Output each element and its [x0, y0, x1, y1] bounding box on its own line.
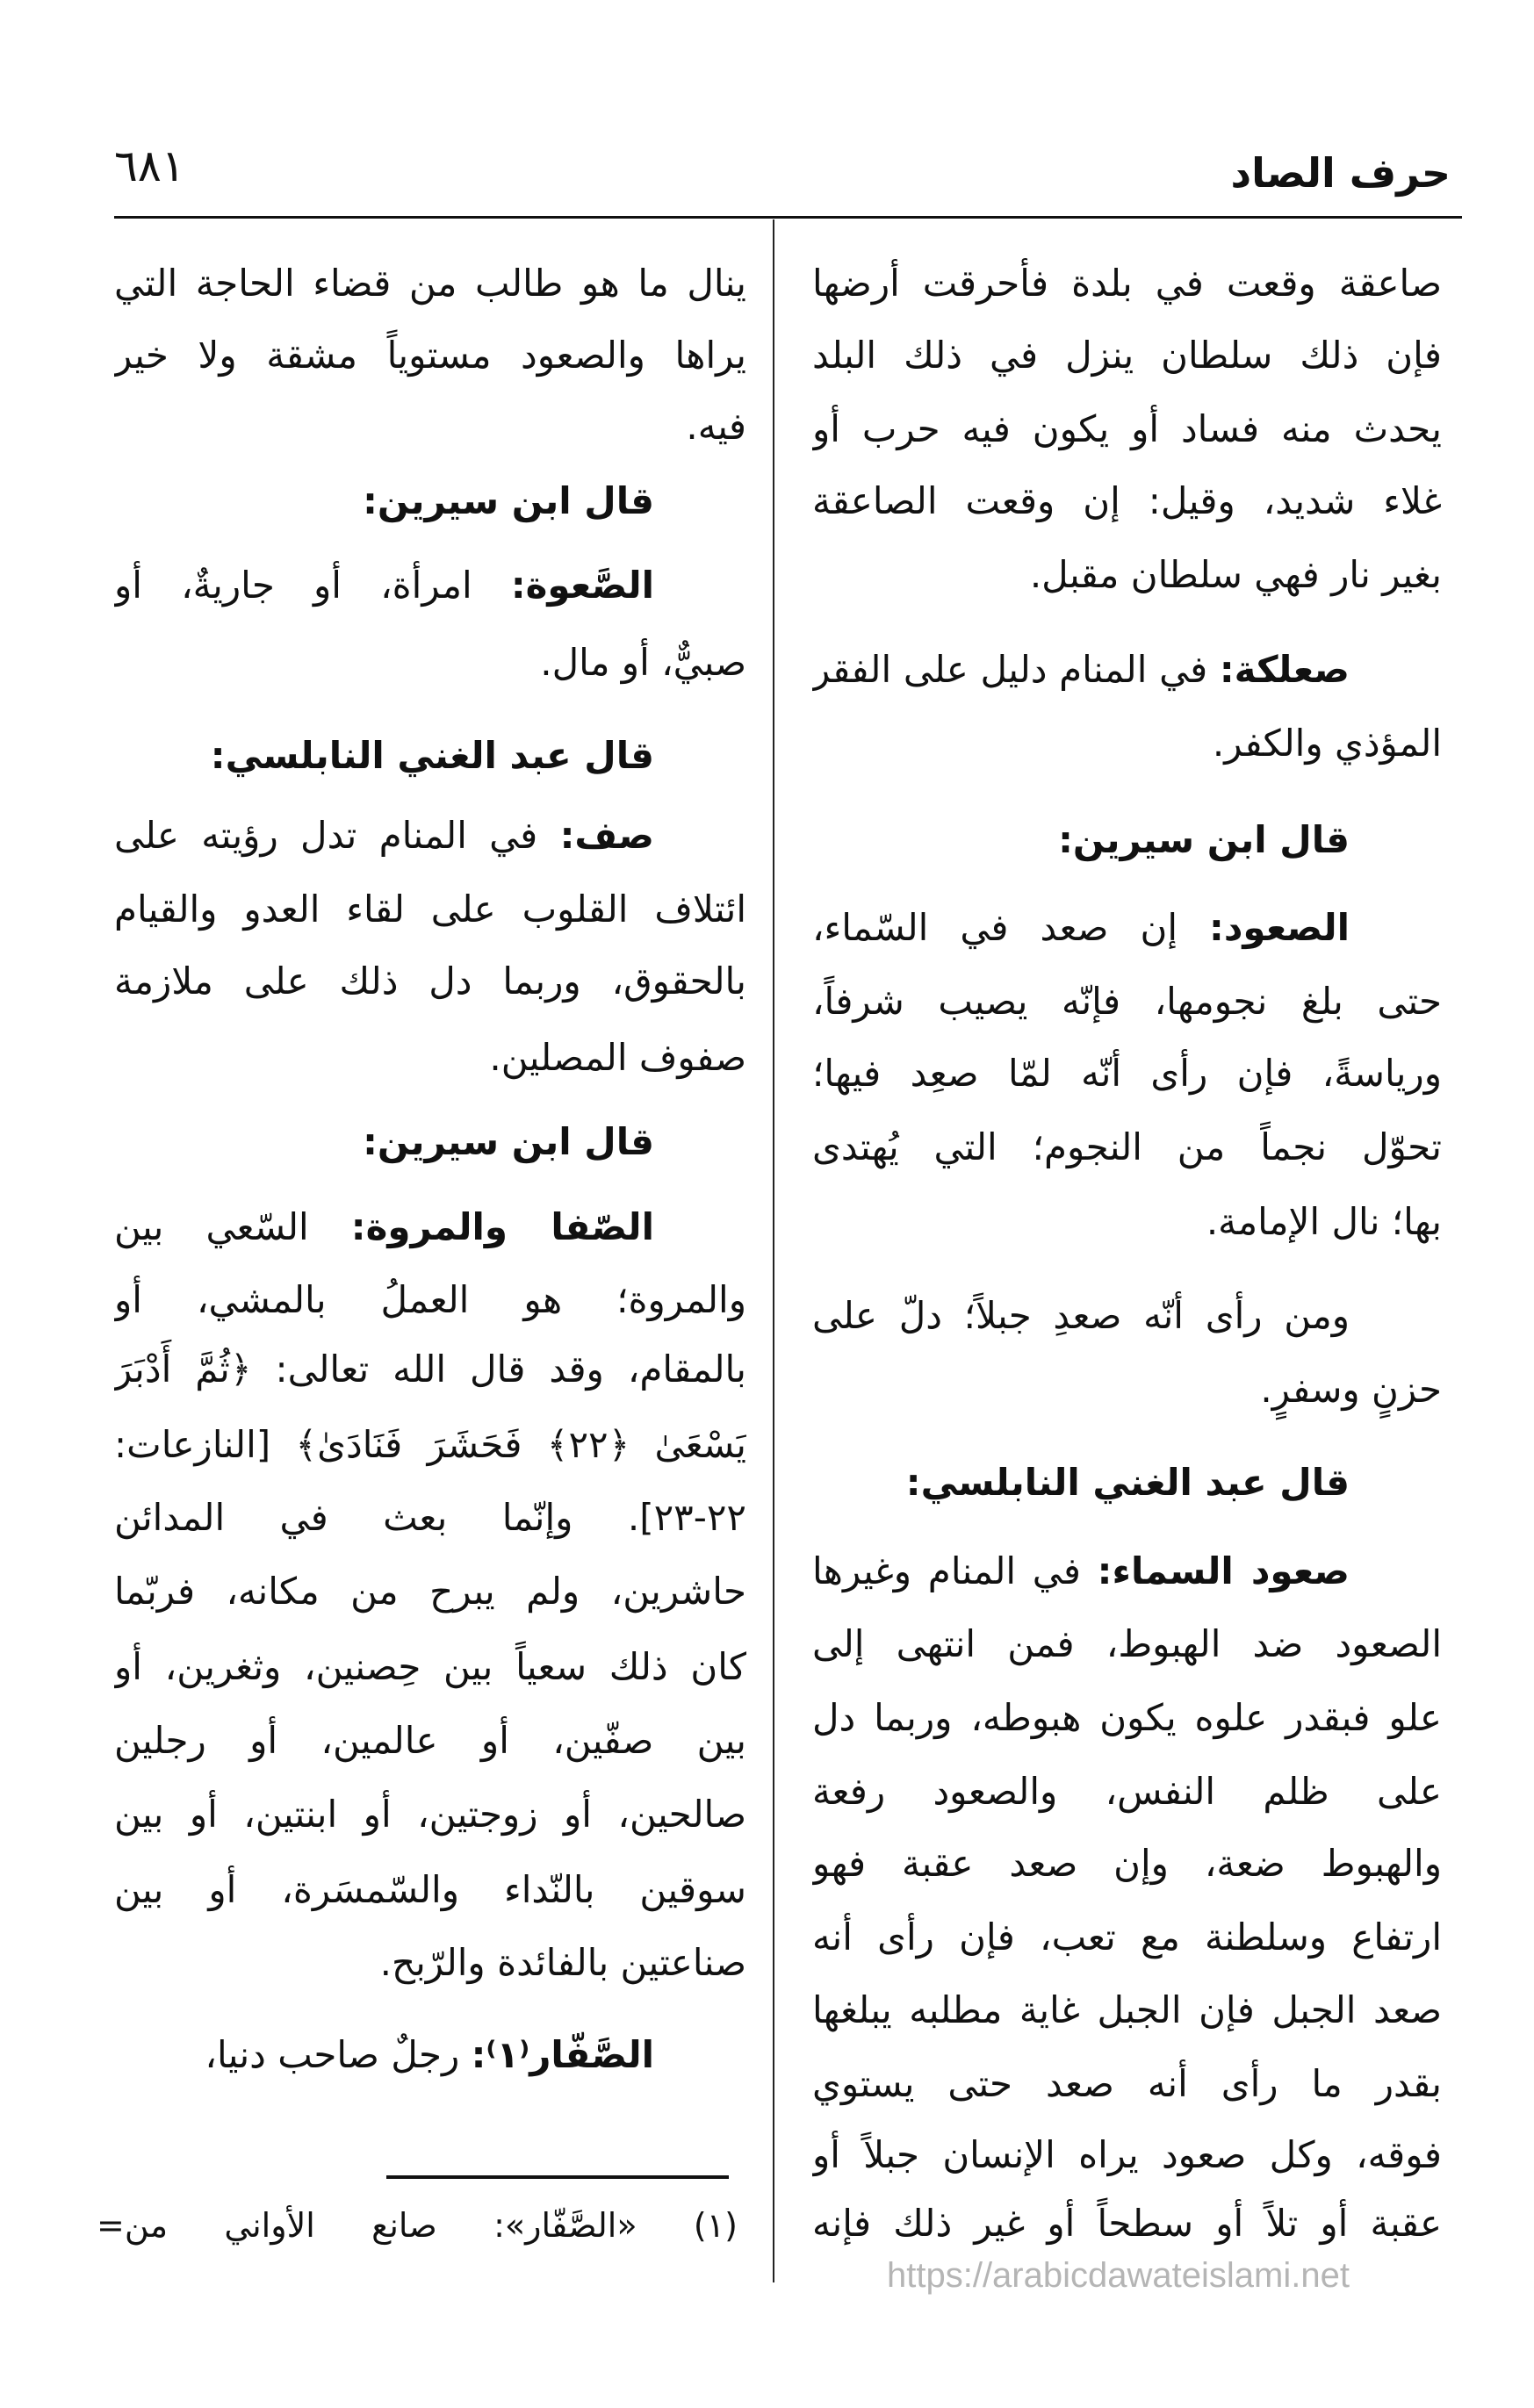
line-text: امرأة، أو جاريةٌ، أو — [114, 564, 511, 607]
line-text: يراها والصعود مستوياً مشقة ولا خير — [114, 334, 746, 377]
line-text: إن صعد في السّماء، — [812, 906, 1210, 949]
line-text: حزنٍ وسفرٍ. — [1260, 1368, 1442, 1411]
line-text: ينال ما هو طالب من قضاء الحاجة التي — [114, 262, 746, 305]
entry-term: صعلكة: — [1219, 648, 1350, 691]
line-text: المؤذي والكفر. — [1212, 722, 1442, 765]
text-line — [114, 1334, 746, 1405]
text-line — [114, 320, 746, 391]
entry-term: صعود السماء: — [1097, 1549, 1350, 1592]
line-text: والهبوط ضعة، وإن صعد عقبة فهو — [812, 1842, 1442, 1885]
text-line — [812, 248, 1442, 319]
line-text: صناعتين بالفائدة والرّبح. — [379, 1941, 746, 1984]
line-text: يَسْعَىٰ ﴿٢٢﴾ فَحَشَرَ فَنَادَىٰ﴾ [النازعات: — [114, 1423, 746, 1466]
section-heading: قال عبد الغني النابلسي: — [210, 734, 654, 777]
text-line — [812, 540, 1442, 610]
entry-line — [812, 1536, 1350, 1607]
text-line — [114, 1779, 746, 1850]
line-text: فإن ذلك سلطان ينزل في ذلك البلد — [812, 334, 1442, 377]
text-line — [114, 946, 746, 1017]
text-line — [114, 392, 746, 462]
line-text: بها؛ نال الإمامة. — [1206, 1200, 1442, 1243]
line-text: كان ذلك سعياً بين حِصنين، وثغرين، أو — [114, 1645, 746, 1688]
page-number: ٦٨١ — [114, 140, 185, 191]
line-text: بغير نار فهي سلطان مقبل. — [1029, 553, 1442, 596]
line-text: فيه. — [686, 405, 746, 448]
line-text: يحدث منه فساد أو يكون فيه حرب أو — [812, 407, 1442, 450]
entry-term: صف: — [559, 814, 654, 857]
line-text: ومن رأى أنّه صعدِ جبلاً؛ دلّ على — [812, 1294, 1350, 1337]
text-line — [114, 1265, 746, 1335]
entry-line — [114, 2020, 654, 2090]
line-text: الصعود ضد الهبوط، فمن انتهى إلى — [812, 1622, 1442, 1665]
text-line — [114, 628, 746, 698]
line-text: حاشرين، ولم يبرح من مكانه، فربّما — [114, 1570, 746, 1613]
text-line — [114, 1632, 746, 1702]
entry-term: الصَّفّار⁽١⁾: — [471, 2033, 654, 2076]
line-text: تحوّل نجماً من النجوم؛ التي يُهتدى — [812, 1125, 1442, 1168]
entry-line — [114, 550, 654, 621]
text-line — [812, 1757, 1442, 1827]
watermark: https://arabicdawateislami.net — [887, 2256, 1350, 2295]
text-line — [812, 466, 1442, 536]
line-text: علو فبقدر علوه يكون هبوطه، وربما دل — [812, 1696, 1442, 1739]
text-line — [812, 708, 1442, 779]
text-line — [812, 1902, 1442, 1973]
text-line — [812, 1112, 1442, 1182]
text-line — [114, 1483, 746, 1553]
line-text: غلاء شديد، وقيل: إن وقعت الصاعقة — [812, 479, 1442, 522]
footnote: (١) «الصَّفّار»: صانع الأواني من= — [97, 2206, 738, 2245]
entry-line — [812, 893, 1350, 963]
line-text: في المنام دليل على الفقر — [812, 648, 1220, 691]
text-line — [812, 394, 1442, 464]
line-text: بالمقام، وقد قال الله تعالى: ﴿ثُمَّ أَدْبَرَ — [114, 1348, 746, 1391]
running-header-title: حرف الصاد — [1230, 149, 1451, 197]
line-text: رجلٌ صاحب دنيا، — [205, 2033, 472, 2076]
text-line — [812, 2189, 1442, 2259]
section-heading: قال ابن سيرين: — [363, 479, 654, 522]
line-text: على ظلم النفس، والصعود رفعة — [812, 1770, 1442, 1813]
text-line — [114, 1023, 746, 1093]
line-text: فوقه، وكل صعود يراه الإنسان جبلاً أو — [812, 2133, 1442, 2176]
line-text: ورياسةً، فإن رأى أنّه لمّا صعِد فيها؛ — [812, 1052, 1442, 1095]
header-rule — [114, 216, 1462, 219]
text-line — [812, 1355, 1442, 1425]
line-text: ائتلاف القلوب على لقاء العدو والقيام — [114, 888, 746, 931]
line-text: والمروة؛ هو العملُ بالمشي، أو — [114, 1278, 746, 1321]
text-line — [812, 320, 1442, 391]
text-line — [114, 1410, 746, 1480]
text-line — [114, 1556, 746, 1627]
line-text: في المنام وغيرها — [812, 1549, 1098, 1592]
text-line — [812, 1683, 1442, 1753]
entry-line — [812, 635, 1350, 705]
text-line — [812, 1829, 1442, 1899]
line-text: صبيٌّ، أو مال. — [540, 641, 746, 684]
text-line — [114, 248, 746, 319]
line-text: بالحقوق، وربما دل ذلك على ملازمة — [114, 960, 746, 1003]
footnote-rule — [386, 2175, 729, 2179]
line-text: صالحين، أو زوجتين، أو ابنتين، أو بين — [114, 1793, 746, 1836]
section-heading: قال ابن سيرين: — [363, 1120, 654, 1163]
section-heading: قال ابن سيرين: — [1058, 818, 1350, 861]
text-line — [812, 967, 1442, 1037]
entry-term: الصّفا والمروة: — [350, 1205, 654, 1248]
line-text: حتى بلغ نجومها، فإنّه يصيب شرفاً، — [812, 980, 1442, 1023]
text-line — [114, 1706, 746, 1776]
text-line — [812, 2049, 1442, 2119]
entry-line — [114, 1192, 654, 1262]
text-line — [812, 1975, 1442, 2045]
entry-term: الصَّعوة: — [510, 564, 654, 607]
entry-line — [114, 801, 654, 871]
line-text: صاعقة وقعت في بلدة فأحرقت أرضها — [812, 262, 1442, 305]
text-line — [812, 1609, 1442, 1679]
line-text: ٢٢-٢٣]. وإنّما بعث في المدائن — [114, 1496, 746, 1539]
text-line — [812, 1039, 1442, 1109]
text-line — [812, 2120, 1442, 2190]
text-line — [812, 1187, 1442, 1257]
line-text: بين صفّين، أو عالمين، أو رجلين — [114, 1719, 746, 1762]
line-text: بقدر ما رأى أنه صعد حتى يستوي — [812, 2062, 1442, 2105]
line-text: ارتفاع وسلطنة مع تعب، فإن رأى أنه — [812, 1916, 1442, 1959]
entry-term: الصعود: — [1209, 906, 1350, 949]
text-line — [812, 1281, 1350, 1351]
text-line — [114, 1855, 746, 1925]
line-text: صفوف المصلين. — [489, 1036, 746, 1079]
column-divider — [773, 219, 774, 2282]
line-text: في المنام تدل رؤيته على — [114, 814, 560, 857]
line-text: صعد الجبل فإن الجبل غاية مطلبه يبلغها — [812, 1988, 1442, 2031]
line-text: سوقين بالنّداء والسّمسَرة، أو بين — [114, 1868, 746, 1911]
line-text: السّعي بين — [114, 1205, 309, 1248]
line-text: عقبة أو تلاً أو سطحاً أو غير ذلك فإنه — [812, 2202, 1442, 2245]
text-line — [114, 1928, 746, 1998]
section-heading: قال عبد الغني النابلسي: — [905, 1461, 1350, 1504]
text-line — [114, 874, 746, 945]
